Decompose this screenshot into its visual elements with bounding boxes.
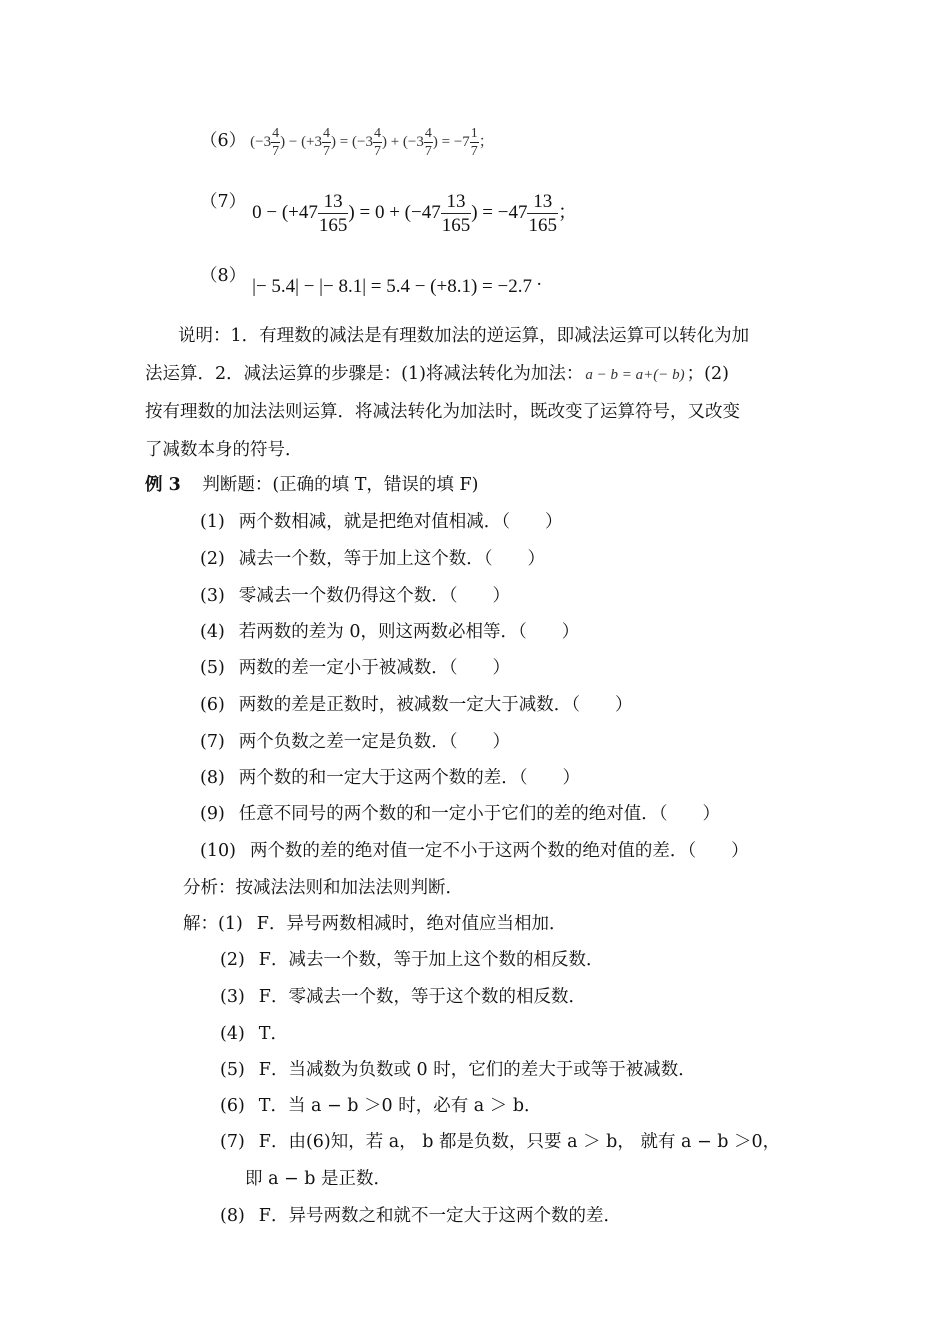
equation-6-expression: (−3 $\frac{4}{7}$ ) − (+3 $\frac{4}{7}$ ) = (−3 $\frac{4}{7}$ ) + (−3 $\frac{4}{7}$ ) = −7 $\frac{1}{7}$ ； <box>250 125 494 159</box>
example-label: 例 3 <box>145 475 181 495</box>
equation-6 <box>200 120 494 164</box>
example-item: (1) 两个数相减，就是把绝对值相减．（ ） <box>200 512 563 532</box>
example-item: (8) 两个数的和一定大于这两个数的差．（ ） <box>200 768 581 788</box>
example-item: (6) 两数的差是正数时，被减数一定大于减数．（ ） <box>200 695 633 715</box>
equation-8 <box>200 268 542 298</box>
note-line-1: 说明：1．有理数的减法是有理数加法的逆运算，即减法运算可以转化为加 <box>178 326 750 346</box>
solution-item: (5) F．当减数为负数或 0 时，它们的差大于或等于被减数． <box>220 1060 696 1080</box>
example-item: (9) 任意不同号的两个数的和一定小于它们的差的绝对值．（ ） <box>200 804 721 824</box>
solution-item: 解：(1) F．异号两数相减时，绝对值应当相加． <box>183 914 567 934</box>
example-item: (5) 两数的差一定小于被减数．（ ） <box>200 658 511 678</box>
solution-item: (3) F．零减去一个数，等于这个数的相反数． <box>220 987 586 1007</box>
example-heading <box>145 477 478 495</box>
equation-8-label: （8） <box>200 266 247 286</box>
solution-item: (8) F．异号两数之和就不一定大于这两个数的差． <box>220 1206 621 1226</box>
solution-item: (2) F．减去一个数，等于加上这个数的相反数． <box>220 950 604 970</box>
equation-8-expression: |− 5.4| − |− 8.1| = 5.4 − (+8.1) = −2.7 <box>252 276 532 297</box>
note-line-4: 了减数本身的符号． <box>145 440 303 460</box>
equation-7-expression: 0 − (+47 $\frac{13}{165}$ ) = 0 + (−47 $\frac{13}{165}$ ) = −47 $\frac{13}{165}$ ； <box>252 190 577 236</box>
solution-item: (6) T．当 a − b ＞0 时，必有 a ＞ b． <box>220 1096 542 1116</box>
example-item: (7) 两个负数之差一定是负数．（ ） <box>200 732 511 752</box>
example-item: (3) 零减去一个数仍得这个数．（ ） <box>200 586 511 606</box>
equation-7 <box>200 188 577 238</box>
solution-item: (4) T． <box>220 1024 288 1044</box>
solution-item: 即 a − b 是正数． <box>245 1169 392 1189</box>
example-item: (10) 两个数的差的绝对值一定不小于这两个数的绝对值的差．（ ） <box>200 841 749 861</box>
solution-prefix: 解： <box>183 914 218 934</box>
equation-6-label: （6） <box>200 131 247 152</box>
equation-8-end: · <box>535 274 543 295</box>
example-item: (4) 若两数的差为 0，则这两数必相等．（ ） <box>200 622 580 642</box>
note-line-2: 法运算．2．减法运算的步骤是：(1)将减法转化为加法： a − b = a+(− b) ；(2) <box>145 364 729 384</box>
example-title: 判断题：(正确的填 T，错误的填 F) <box>202 475 479 495</box>
equation-7-label: （7） <box>200 192 247 213</box>
example-item: (2) 减去一个数，等于加上这个数．（ ） <box>200 549 546 569</box>
note-line-3: 按有理数的加法法则运算．将减法转化为加法时，既改变了运算符号，又改变 <box>145 402 740 422</box>
analysis: 分析：按减法法则和加法法则判断． <box>183 878 463 898</box>
solution-item: (7) F．由(6)知，若 a， b 都是负数，只要 a ＞ b， 就有 a − b ＞0， <box>220 1132 781 1152</box>
